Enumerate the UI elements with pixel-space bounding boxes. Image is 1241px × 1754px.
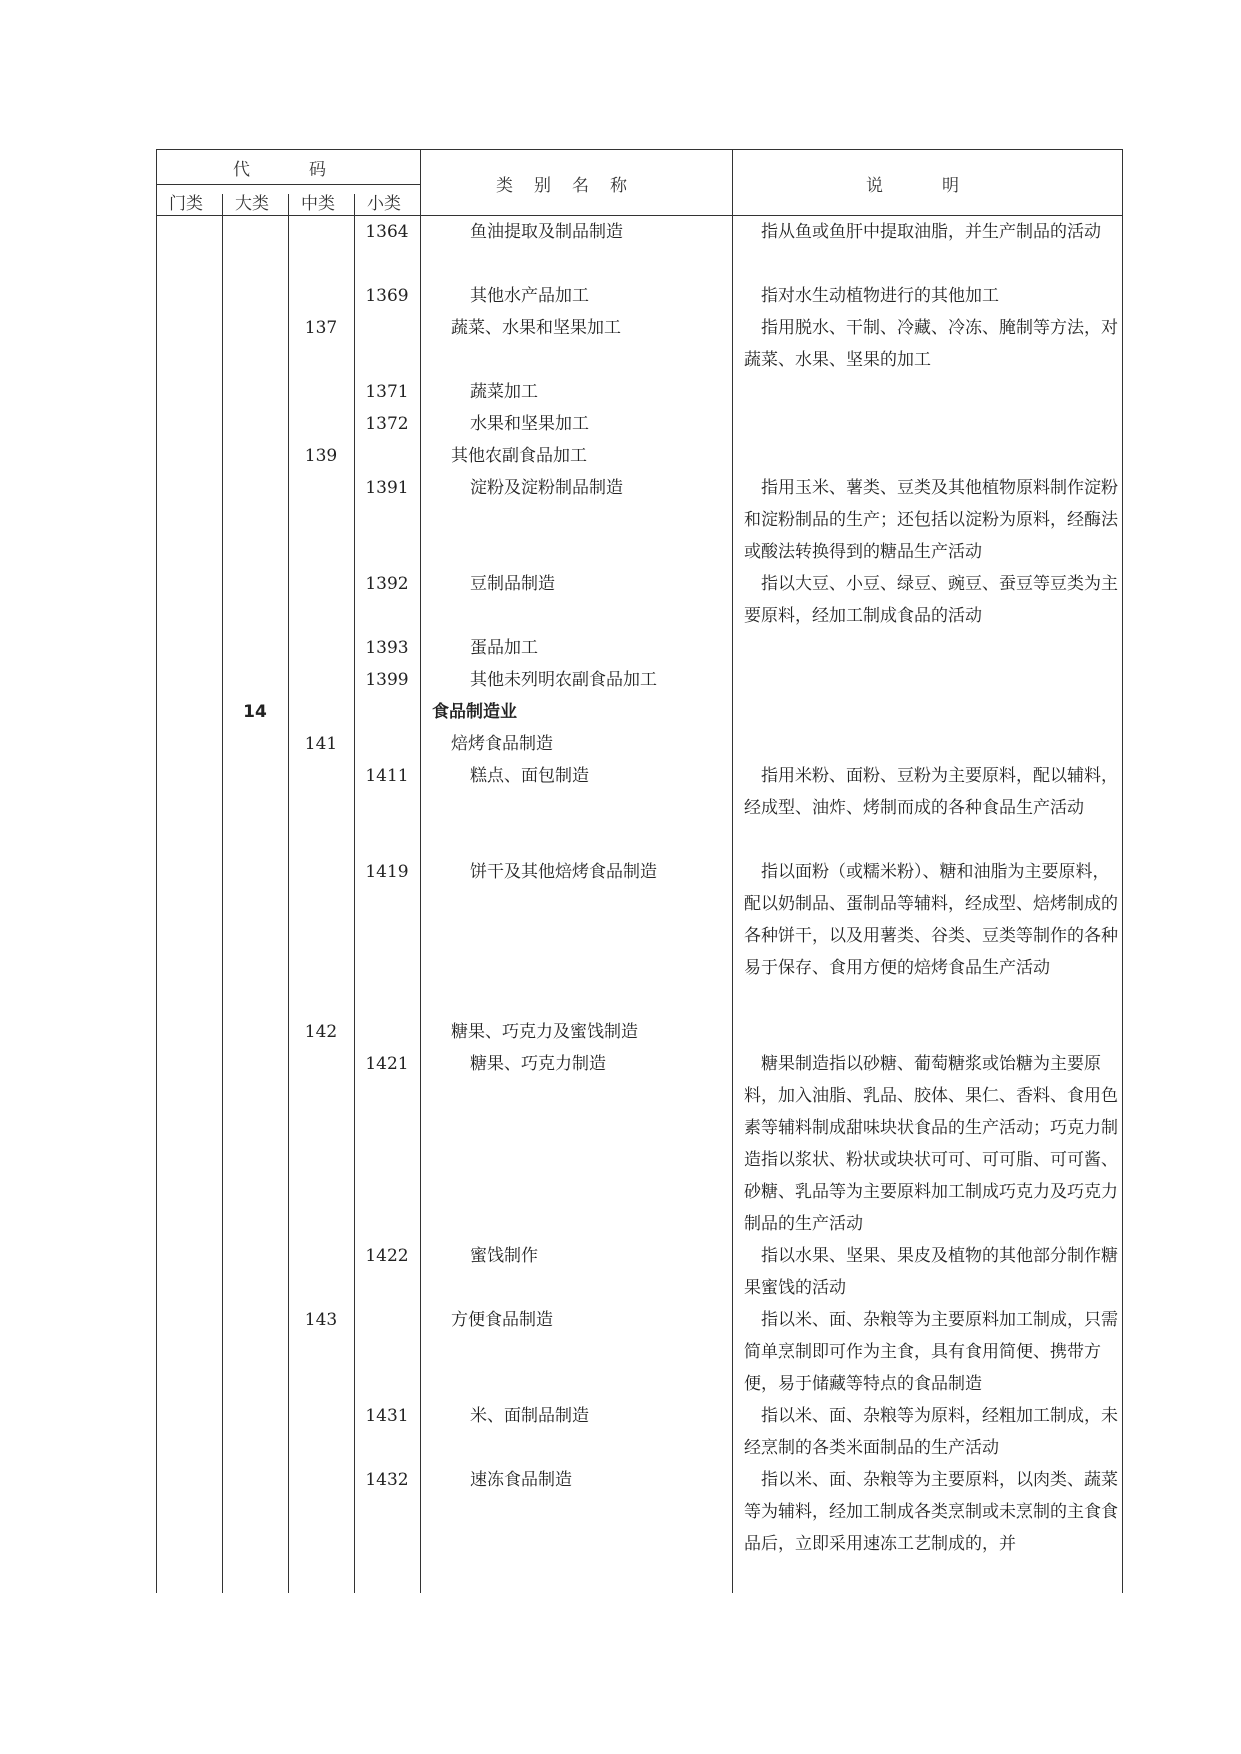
category-description: 指以大豆、小豆、绿豆、豌豆、蚕豆等豆类为主要原料，经加工制成食品的活动 bbox=[744, 574, 1118, 626]
grid-line bbox=[420, 149, 421, 1593]
desc-column-header: 说 明 bbox=[866, 176, 961, 196]
category-name: 其他未列明农副食品加工 bbox=[470, 670, 657, 690]
grid-line bbox=[156, 149, 157, 1593]
grid-line bbox=[156, 149, 1123, 150]
category-description: 指以米、面、杂粮等为原料，经粗加工制成，未经烹制的各类米面制品的生产活动 bbox=[744, 1406, 1118, 1458]
xiaolei-code: 1371 bbox=[365, 382, 409, 402]
name-column-header: 类 别 名 称 bbox=[496, 176, 629, 196]
xiaolei-code: 1364 bbox=[365, 222, 409, 242]
category-name: 淀粉及淀粉制品制造 bbox=[470, 478, 623, 498]
category-name: 糖果、巧克力制造 bbox=[470, 1054, 606, 1074]
category-name: 米、面制品制造 bbox=[470, 1406, 589, 1426]
zhonglei-code: 142 bbox=[304, 1022, 338, 1042]
xiaolei-code: 1422 bbox=[365, 1246, 409, 1266]
xiaolei-code: 1419 bbox=[365, 862, 409, 882]
dalei-code: 14 bbox=[243, 702, 267, 722]
xiaolei-code: 1392 bbox=[365, 574, 409, 594]
xiaolei-code: 1369 bbox=[365, 286, 409, 306]
classification-table bbox=[156, 149, 1123, 1593]
column-header-dalei: 大类 bbox=[235, 194, 269, 214]
category-name: 方便食品制造 bbox=[451, 1310, 553, 1330]
xiaolei-code: 1411 bbox=[365, 766, 409, 786]
zhonglei-code: 137 bbox=[304, 318, 338, 338]
grid-line bbox=[732, 149, 733, 1593]
grid-line bbox=[222, 194, 223, 1593]
category-name: 饼干及其他焙烤食品制造 bbox=[470, 862, 657, 882]
zhonglei-code: 139 bbox=[304, 446, 338, 466]
category-name: 其他水产品加工 bbox=[470, 286, 589, 306]
grid-line bbox=[288, 194, 289, 1593]
category-name: 水果和坚果加工 bbox=[470, 414, 589, 434]
category-description: 指从鱼或鱼肝中提取油脂，并生产制品的活动 bbox=[761, 222, 1101, 242]
category-description: 指以面粉（或糯米粉）、糖和油脂为主要原料，配以奶制品、蛋制品等辅料，经成型、焙烤制成的各种饼干，以及用薯类、谷类、豆类等制作的各种易于保存、食用方便的焙烤食品生产活动 bbox=[744, 862, 1118, 978]
category-description: 指用脱水、干制、冷藏、冷冻、腌制等方法，对蔬菜、水果、坚果的加工 bbox=[744, 318, 1118, 370]
xiaolei-code: 1399 bbox=[365, 670, 409, 690]
category-name: 食品制造业 bbox=[432, 702, 517, 722]
category-name: 速冻食品制造 bbox=[470, 1470, 572, 1490]
category-name: 糖果、巧克力及蜜饯制造 bbox=[451, 1022, 638, 1042]
category-description: 指以水果、坚果、果皮及植物的其他部分制作糖果蜜饯的活动 bbox=[744, 1246, 1118, 1298]
category-description: 指以米、面、杂粮等为主要原料加工制成，只需简单烹制即可作为主食，具有食用简便、携带方便，易于储藏等特点的食品制造 bbox=[744, 1310, 1118, 1394]
column-header-zhonglei: 中类 bbox=[301, 194, 335, 214]
grid-line bbox=[156, 184, 420, 185]
grid-line bbox=[354, 194, 355, 1593]
xiaolei-code: 1391 bbox=[365, 478, 409, 498]
zhonglei-code: 143 bbox=[304, 1310, 338, 1330]
category-name: 蔬菜加工 bbox=[470, 382, 538, 402]
category-name: 焙烤食品制造 bbox=[451, 734, 553, 754]
xiaolei-code: 1421 bbox=[365, 1054, 409, 1074]
category-name: 鱼油提取及制品制造 bbox=[470, 222, 623, 242]
category-description: 指对水生动植物进行的其他加工 bbox=[761, 286, 999, 306]
category-description: 指用玉米、薯类、豆类及其他植物原料制作淀粉和淀粉制品的生产；还包括以淀粉为原料，经酶法或酸法转换得到的糖品生产活动 bbox=[744, 478, 1118, 562]
category-name: 其他农副食品加工 bbox=[451, 446, 587, 466]
xiaolei-code: 1432 bbox=[365, 1470, 409, 1490]
category-name: 蔬菜、水果和坚果加工 bbox=[451, 318, 621, 338]
column-header-xiaolei: 小类 bbox=[367, 194, 401, 214]
xiaolei-code: 1393 bbox=[365, 638, 409, 658]
category-name: 蜜饯制作 bbox=[470, 1246, 538, 1266]
code-group-header: 代 码 bbox=[233, 160, 328, 180]
category-name: 蛋品加工 bbox=[470, 638, 538, 658]
category-description: 糖果制造指以砂糖、葡萄糖浆或饴糖为主要原料，加入油脂、乳品、胶体、果仁、香料、食用色素等辅料制成甜味块状食品的生产活动；巧克力制造指以浆状、粉状或块状可可、可可脂、可可酱、砂糖、乳品等为主要原料加工制成巧克力及巧克力制品的生产活动 bbox=[744, 1054, 1118, 1234]
category-description: 指用米粉、面粉、豆粉为主要原料，配以辅料，经成型、油炸、烤制而成的各种食品生产活动 bbox=[744, 766, 1118, 818]
xiaolei-code: 1431 bbox=[365, 1406, 409, 1426]
column-header-menlei: 门类 bbox=[169, 194, 203, 214]
category-name: 豆制品制造 bbox=[470, 574, 555, 594]
category-description: 指以米、面、杂粮等为主要原料，以肉类、蔬菜等为辅料，经加工制成各类烹制或未烹制的主食食品后，立即采用速冻工艺制成的，并 bbox=[744, 1470, 1118, 1554]
category-name: 糕点、面包制造 bbox=[470, 766, 589, 786]
xiaolei-code: 1372 bbox=[365, 414, 409, 434]
zhonglei-code: 141 bbox=[304, 734, 338, 754]
